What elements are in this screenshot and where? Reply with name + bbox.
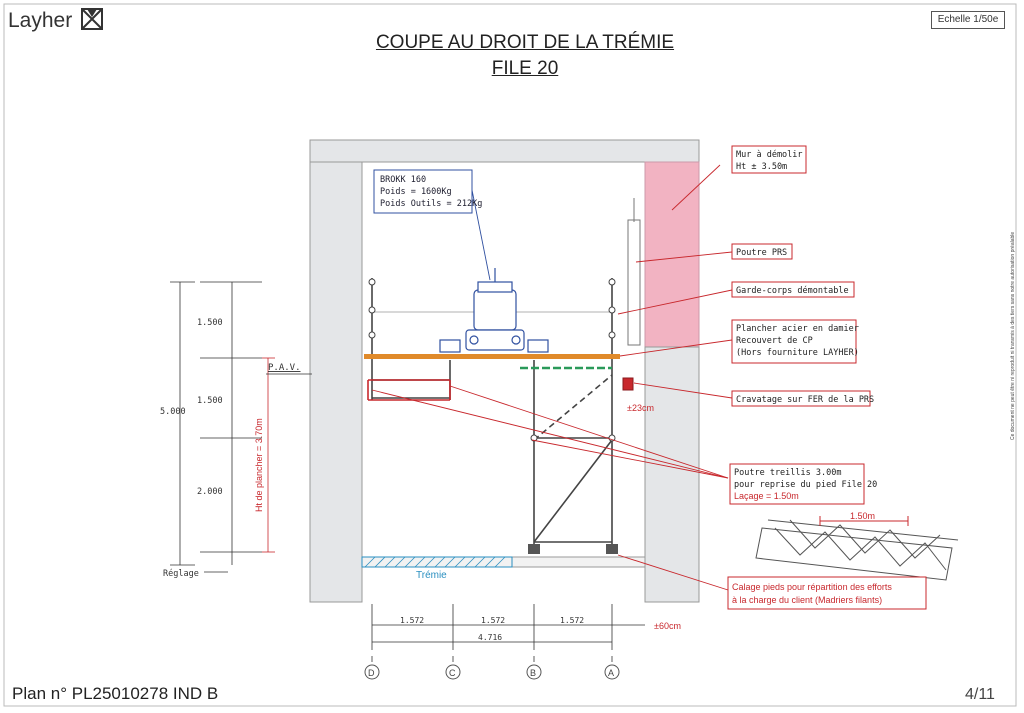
- axis-c: C: [449, 668, 456, 678]
- dim-total-height: 5.000: [160, 407, 186, 417]
- dim-seg-2: 1.500: [197, 396, 223, 406]
- dim-bay-b-a: 1.572: [560, 616, 585, 625]
- title-line-1: COUPE AU DROIT DE LA TRÉMIE: [375, 32, 675, 53]
- top-slab: [310, 140, 699, 162]
- right-wall: [645, 347, 699, 602]
- scale-box: Echelle 1/50e: [931, 11, 1005, 29]
- dim-seg-3: 2.000: [197, 487, 223, 497]
- left-dimension-chain: [170, 282, 312, 572]
- axis-d: D: [368, 668, 375, 678]
- steel-deck-platform: [364, 354, 620, 359]
- callout-plancher: Plancher acier en damier: [736, 324, 859, 334]
- wall-to-demolish: [645, 162, 699, 347]
- callout-poutre-prs: Poutre PRS: [736, 248, 788, 258]
- dim-bay-c-b: 1.572: [481, 616, 506, 625]
- clamp-on-prs: [623, 378, 633, 390]
- callout-plancher-note: (Hors fourniture LAYHER): [736, 348, 859, 358]
- title-line-2: FILE 20: [491, 58, 559, 79]
- ht-plancher-label: Ht de plancher = 3.70m: [254, 418, 264, 512]
- brokk-tools-weight: Poids Outils = 212Kg: [380, 199, 483, 209]
- dim-reglage: Réglage: [163, 569, 199, 579]
- callout-calage-note: à la charge du client (Madriers filants): [732, 595, 883, 605]
- dim-bay-d-c: 1.572: [400, 616, 425, 625]
- axis-bubbles: [365, 665, 619, 679]
- callout-mur: Mur à démolir: [736, 150, 803, 160]
- axis-b: B: [530, 668, 537, 678]
- callout-garde-corps: Garde-corps démontable: [736, 286, 849, 296]
- copyright-note: Ce document ne peut être ni reproduit ni transmis à des tiers sans notre autorisation préalable: [1010, 231, 1016, 440]
- pav-label: P.A.V.: [268, 363, 301, 373]
- axis-a: A: [608, 668, 615, 678]
- callout-poutre-treillis-reprise: pour reprise du pied File 20: [734, 480, 878, 490]
- lattice-girder: [368, 380, 450, 400]
- truss-span-label: 1.50m: [850, 511, 876, 521]
- plan-number: Plan n° PL25010278 IND B: [12, 684, 219, 703]
- callout-lacage: Laçage = 1.50m: [734, 491, 799, 501]
- callout-boxes: [728, 146, 926, 609]
- tremie-label: Trémie: [416, 570, 447, 581]
- left-wall: [310, 162, 362, 602]
- brand-name: Layher: [8, 9, 73, 32]
- callout-plancher-cp: Recouvert de CP: [736, 336, 813, 346]
- brokk-label: BROKK 160: [380, 175, 427, 185]
- callout-mur-height: Ht ± 3.50m: [736, 162, 788, 172]
- page-number: 4/11: [965, 686, 995, 703]
- brokk-weight: Poids = 1600Kg: [380, 187, 452, 197]
- base-jack-b: [528, 544, 540, 554]
- callout-poutre-treillis: Poutre treillis 3.00m: [734, 468, 842, 478]
- callout-cravatage: Cravatage sur FER de la PRS: [736, 395, 875, 405]
- base-jack-a: [606, 544, 618, 554]
- brokk-machine-icon: [440, 268, 548, 352]
- prs-beam: [628, 220, 640, 345]
- gap-23-label: ±23cm: [627, 403, 654, 413]
- dim-total-width: 4.716: [478, 633, 503, 642]
- dim-seg-1: 1.500: [197, 318, 223, 328]
- bottom-dimension-chain: [372, 604, 645, 662]
- truss-detail-illustration: [756, 516, 958, 580]
- gap-60-label: ±60cm: [654, 621, 681, 631]
- callout-calage: Calage pieds pour répartition des efforts: [732, 582, 892, 592]
